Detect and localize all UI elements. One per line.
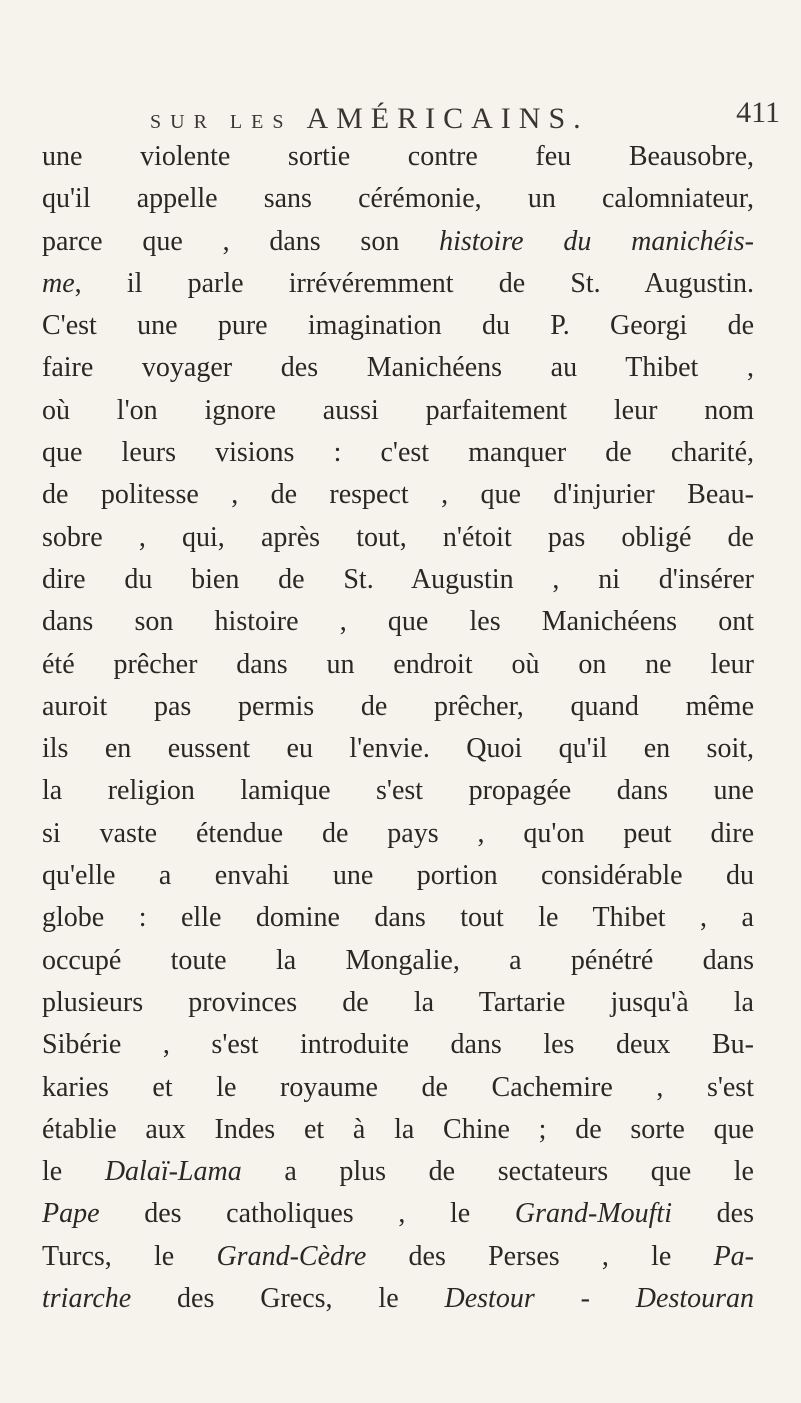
text-line: de politesse , de respect , que d'injurier Beau-: [42, 479, 754, 511]
text-line: Pape des catholiques , le Grand-Moufti des: [42, 1198, 754, 1230]
text-line: où l'on ignore aussi parfaitement leur nom: [42, 394, 754, 426]
running-title-big: AMÉRICAINS.: [306, 102, 589, 135]
text-line: faire voyager des Manichéens au Thibet ,: [42, 352, 754, 384]
text-line: une violente sortie contre feu Beausobre,: [42, 141, 754, 172]
text-line: qu'il appelle sans cérémonie, un calomniateur,: [42, 183, 754, 215]
italic-title: me: [42, 267, 75, 299]
body-text: [42, 136, 754, 1320]
italic-term: Dalaï-Lama: [104, 1156, 242, 1188]
text-line: le Dalaï-Lama a plus de sectateurs que le: [42, 1156, 754, 1188]
italic-term: Pa-: [713, 1240, 754, 1272]
page-number: 411: [736, 96, 780, 129]
text-line: plusieurs provinces de la Tartarie jusqu'à la: [42, 986, 754, 1018]
text-line: occupé toute la Mongalie, a pénétré dans: [42, 944, 754, 976]
text-line: ils en eussent eu l'envie. Quoi qu'il en soit,: [42, 733, 754, 765]
text-line: sobre , qui, après tout, n'étoit pas obligé de: [42, 521, 754, 553]
text-line: Sibérie , s'est introduite dans les deux Bu-: [42, 1029, 754, 1061]
italic-term: Destour - Destouran: [444, 1283, 754, 1315]
text-line: karies et le royaume de Cachemire , s'est: [42, 1071, 754, 1103]
text-line: Turcs, le Grand-Cèdre des Perses , le Pa-: [42, 1240, 754, 1272]
text-line: dire du bien de St. Augustin , ni d'insérer: [42, 563, 754, 595]
text-line: auroit pas permis de prêcher, quand même: [42, 690, 754, 722]
text-line: dans son histoire , que les Manichéens ont: [42, 606, 754, 638]
italic-term: Grand-Moufti: [514, 1198, 672, 1230]
running-head: [150, 96, 790, 136]
text-line: globe : elle domine dans tout le Thibet , a: [42, 902, 754, 934]
text-line: que leurs visions : c'est manquer de charité,: [42, 437, 754, 469]
text-line: si vaste étendue de pays , qu'on peut dire: [42, 817, 754, 849]
text-line: été prêcher dans un endroit où on ne leur: [42, 648, 754, 680]
text-line: parce que , dans son histoire du manichéis-: [42, 225, 754, 257]
running-title: [150, 102, 589, 136]
italic-title: histoire du manichéis-: [439, 225, 754, 257]
italic-term: Grand-Cèdre: [216, 1240, 367, 1272]
text-line: la religion lamique s'est propagée dans une: [42, 775, 754, 807]
text-line: établie aux Indes et à la Chine ; de sorte que: [42, 1113, 754, 1145]
text-line: me, il parle irrévéremment de St. Augustin.: [42, 267, 754, 299]
text-line: qu'elle a envahi une portion considérable du: [42, 860, 754, 892]
text-line: triarche des Grecs, le Destour - Destouran: [42, 1283, 754, 1315]
running-title-small: SUR LES: [150, 111, 293, 133]
italic-term: Pape: [42, 1198, 100, 1230]
italic-term: triarche: [42, 1283, 132, 1315]
text-line: C'est une pure imagination du P. Georgi de: [42, 310, 754, 342]
